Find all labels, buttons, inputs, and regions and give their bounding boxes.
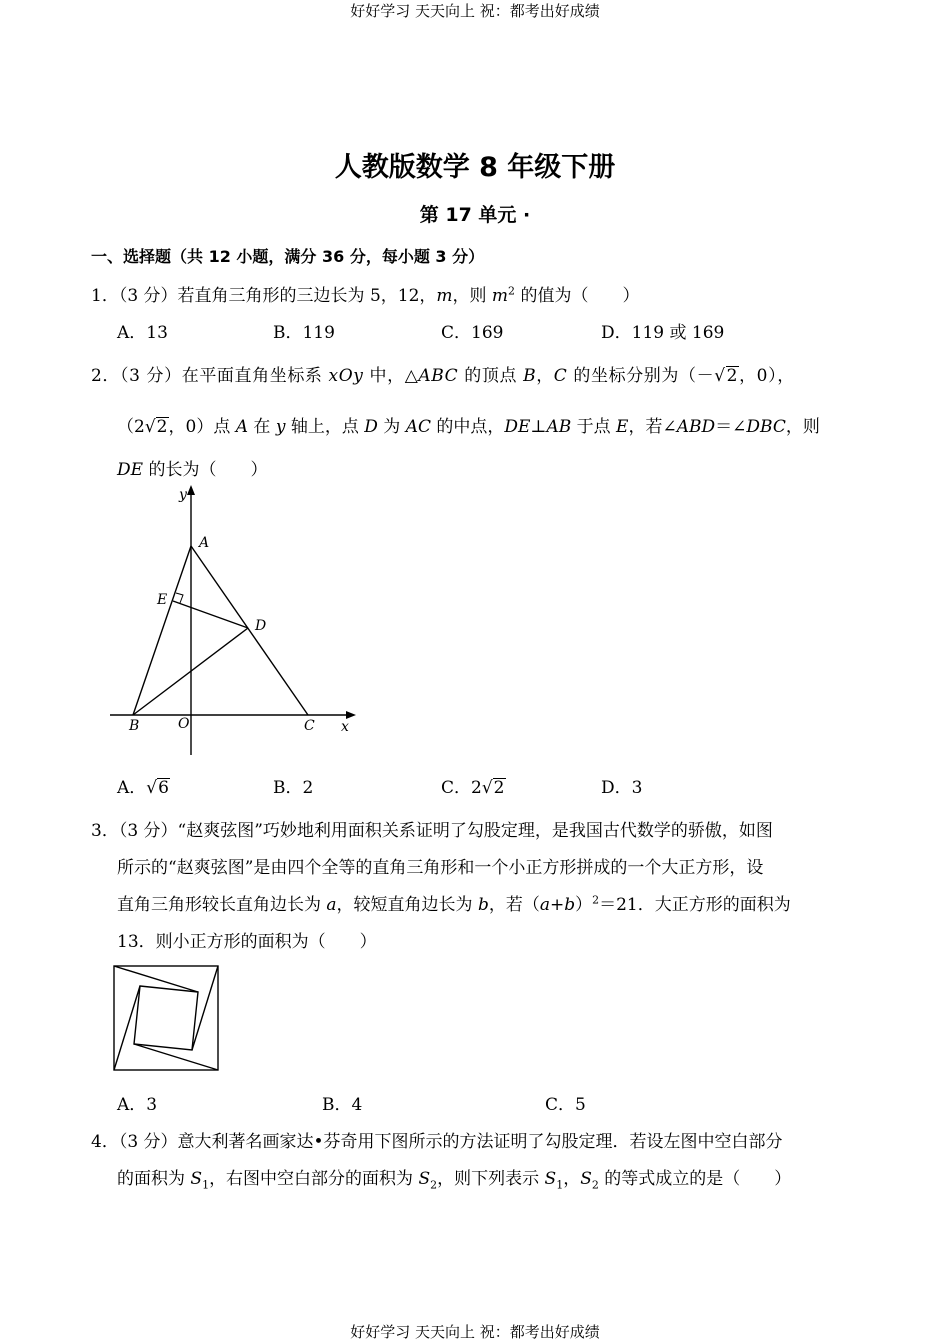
question-3-line-3: 直角三角形较长直角边长为 a，较短直角边长为 b，若$(a+b)^2=21$．大正方形的面积为 (117, 893, 791, 915)
label-a: A (199, 535, 210, 551)
q1-option-c[interactable]: C．169 (441, 323, 504, 343)
right-angle-mark (176, 593, 183, 603)
q1-option-a[interactable]: A．13 (117, 323, 168, 343)
label-c: C (304, 718, 315, 734)
page-header: 好好学习 天天向上 祝：都考出好成绩 (350, 2, 600, 20)
segment-de (173, 601, 248, 628)
page-footer: 好好学习 天天向上 祝：都考出好成绩 (350, 1323, 600, 1341)
section-heading: 一、选择题（共 12 小题，满分 36 分，每小题 3 分） (91, 247, 485, 266)
question-1: 1．（3 分）若直角三角形的三边长为 5，12，m，则 $m^2$ 的值为（ ） (91, 284, 640, 306)
q1-option-b[interactable]: B．119 (273, 323, 335, 343)
label-x: x (341, 719, 349, 735)
question-2-line-1: 2．（3 分）在平面直角坐标系 xOy 中，△ABC 的顶点 B，C 的坐标分别为（－√2，0）， (91, 366, 795, 386)
zhao-shuang-figure (113, 965, 220, 1073)
q2-option-a[interactable]: A．√6 (117, 778, 169, 798)
y-arrow (187, 485, 195, 495)
label-b: B (129, 718, 140, 734)
question-2-line-2: （2√2，0）点 A 在 y 轴上，点 D 为 AC 的中点，DE⊥AB 于点 E，若∠ABD＝∠DBC，则 (117, 417, 820, 437)
question-2-line-3: DE 的长为（ ） (117, 460, 268, 480)
label-y: y (179, 487, 187, 503)
q2-option-c[interactable]: C．2√2 (441, 778, 505, 798)
question-3-line-4: 13．则小正方形的面积为（ ） (117, 932, 377, 952)
q2-option-d[interactable]: D．3 (601, 778, 643, 798)
question-3-line-2: 所示的“赵爽弦图”是由四个全等的直角三角形和一个小正方形拼成的一个大正方形，设 (117, 858, 764, 878)
x-arrow (346, 711, 356, 719)
unit-subtitle: 第 17 单元 · (419, 204, 531, 226)
segment-ac (191, 546, 308, 715)
question-4-line-1: 4．（3 分）意大利著名画家达•芬奇用下图所示的方法证明了勾股定理．若设左图中空白部分 (91, 1132, 783, 1152)
segment-ab (133, 546, 191, 715)
question-4-line-2: 的面积为 $S_1$，右图中空白部分的面积为 $S_2$，则下列表示 $S_1$，$S_2$ 的等式成立的是（ ） (117, 1169, 792, 1192)
question-3-line-1: 3．（3 分）“赵爽弦图”巧妙地利用面积关系证明了勾股定理，是我国古代数学的骄傲，如图 (91, 821, 773, 841)
label-e: E (157, 592, 168, 608)
q1-option-d[interactable]: D．119 或 169 (601, 323, 725, 343)
page-title: 人教版数学 8 年级下册 (334, 152, 616, 183)
label-o: O (178, 716, 190, 732)
inner-square (134, 986, 198, 1050)
q3-option-c[interactable]: C．5 (545, 1095, 586, 1115)
q3-option-b[interactable]: B．4 (322, 1095, 363, 1115)
q3-option-a[interactable]: A．3 (117, 1095, 158, 1115)
label-d: D (255, 618, 267, 634)
q2-triangle-figure (105, 485, 360, 760)
q2-option-b[interactable]: B．2 (273, 778, 314, 798)
